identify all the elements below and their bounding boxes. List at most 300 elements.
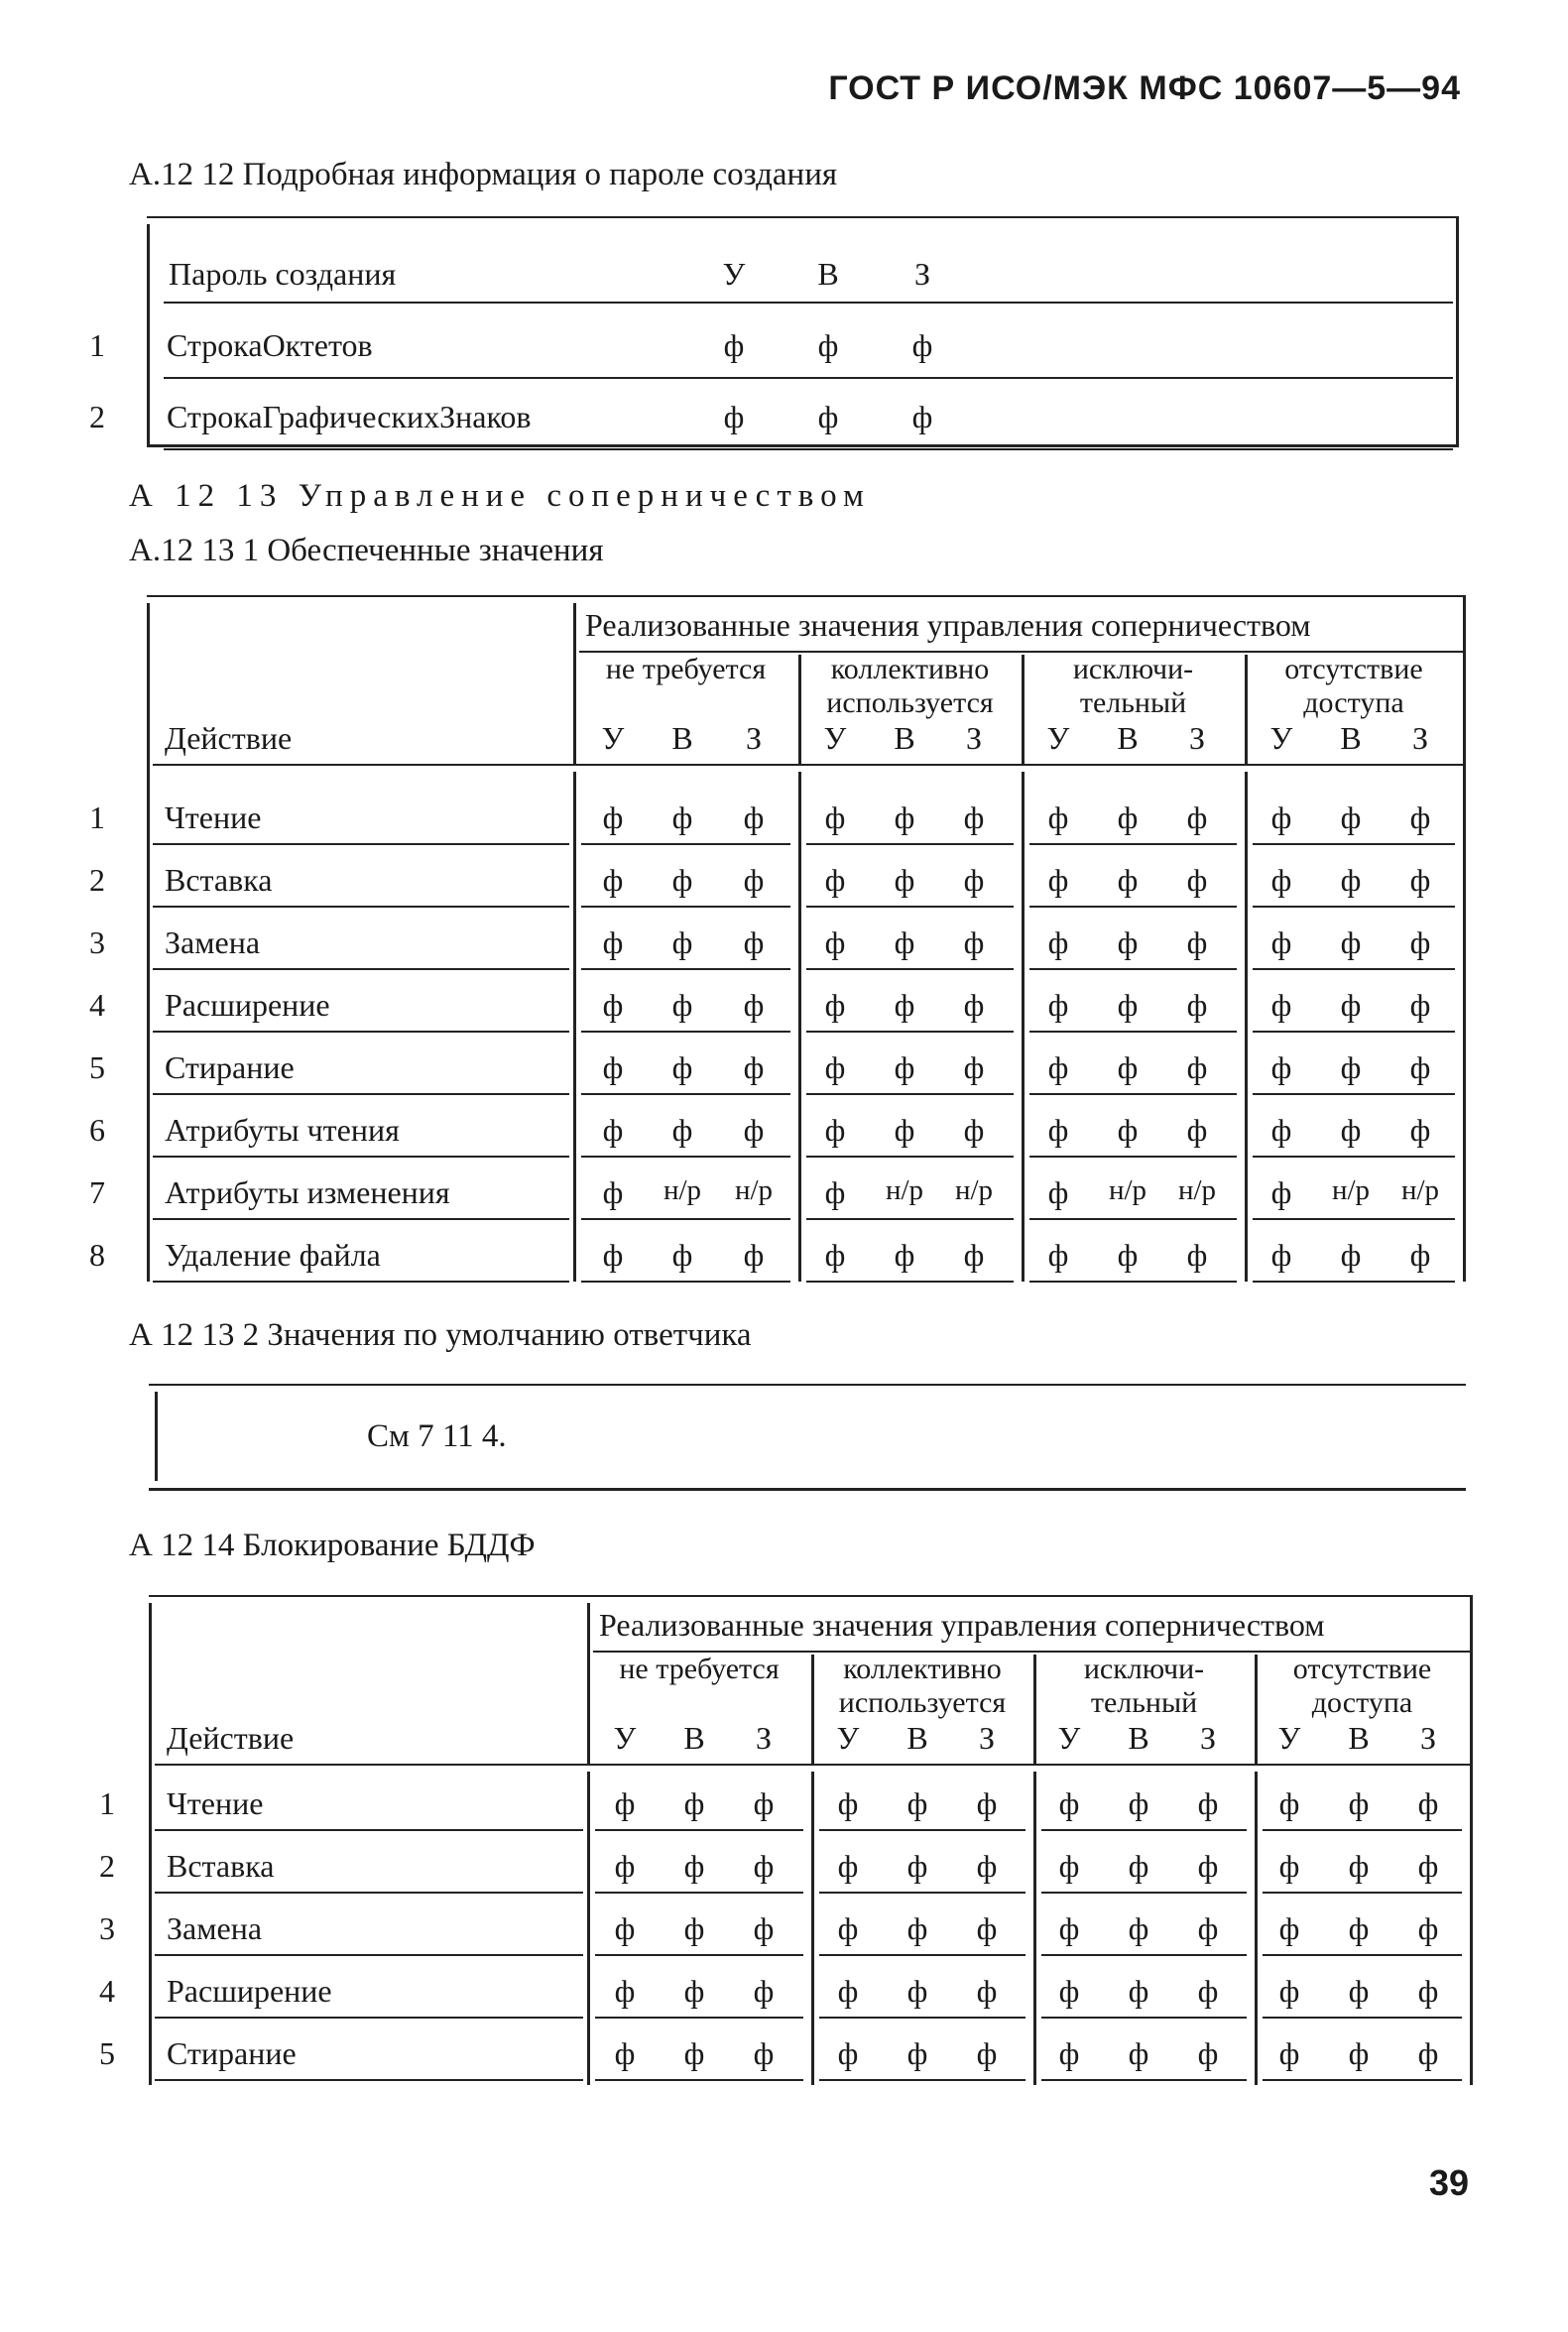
value-cell: ф (614, 1973, 636, 2009)
row-rule (164, 377, 1453, 379)
caption-a12-13-1: А.12 13 1 Обеспеченные значения (129, 533, 604, 568)
value-cell: ф (1270, 1049, 1292, 1085)
row-rule (1253, 1281, 1455, 1283)
value-cell: ф (1340, 987, 1362, 1023)
value-cell: ф (1270, 1174, 1292, 1210)
row-rule (1253, 1218, 1455, 1220)
subgroup-header-line1: исключи- (1072, 653, 1194, 685)
subgroup-header-line1: исключи- (1083, 1653, 1205, 1685)
row-label: Удаление файла (165, 1237, 381, 1273)
value-cell: ф (671, 1049, 693, 1085)
value-cell: ф (963, 862, 985, 898)
value-cell: ф (894, 924, 915, 960)
value-cell: ф (1128, 1910, 1149, 1946)
value-cell: ф (1197, 1785, 1219, 1821)
subcol-header: В (1117, 720, 1139, 756)
value-cell: ф (1047, 1112, 1069, 1148)
value-cell: н/р (1331, 1174, 1371, 1206)
subgroup-header-line1: не требуется (605, 653, 767, 685)
row-rule (581, 1281, 790, 1283)
subcol-header: З (1419, 1720, 1437, 1756)
value-cell: ф (753, 1785, 775, 1821)
row-rule (819, 2079, 1025, 2081)
value-cell: ф (602, 1112, 624, 1148)
value-cell: ф (602, 1237, 624, 1273)
value-cell: ф (1417, 2035, 1439, 2071)
value-cell: ф (963, 987, 985, 1023)
row-rule (1263, 1892, 1462, 1894)
value-cell: ф (1128, 1848, 1149, 1884)
value-cell: ф (1409, 1049, 1431, 1085)
value-cell: ф (1058, 1848, 1080, 1884)
subcol-header: З (745, 720, 763, 756)
value-cell: ф (1409, 987, 1431, 1023)
value-cell: ф (602, 924, 624, 960)
subcol-header: У (601, 720, 625, 756)
value-cell: ф (1417, 1910, 1439, 1946)
value-cell: ф (1047, 1049, 1069, 1085)
subgroup-header-line1: коллективно (843, 1653, 1002, 1685)
header-rule (153, 764, 1463, 766)
row-rule (806, 1281, 1014, 1283)
value-cell: ф (602, 862, 624, 898)
value-cell: ф (963, 1049, 985, 1085)
value-cell: ф (1417, 1848, 1439, 1884)
subgroup-divider-body (1033, 1772, 1036, 2085)
value-cell: ф (753, 2035, 775, 2071)
row-number: 1 (89, 799, 105, 835)
col-header: У (722, 256, 746, 292)
value-cell: ф (824, 1237, 846, 1273)
value-cell: ф (1348, 1910, 1370, 1946)
value-cell: ф (671, 862, 693, 898)
row-rule (1041, 1954, 1247, 1956)
value-cell: н/р (663, 1174, 702, 1206)
value-cell: ф (911, 327, 933, 363)
row-number: 2 (89, 399, 105, 434)
row-rule (1253, 843, 1455, 845)
row-rule (1029, 843, 1237, 845)
value-cell: ф (963, 799, 985, 835)
row-rule (1029, 906, 1237, 908)
value-cell: ф (1278, 1785, 1300, 1821)
value-cell: ф (743, 799, 765, 835)
value-cell: ф (976, 1785, 998, 1821)
subcol-header: В (671, 720, 693, 756)
row-label: Расширение (167, 1973, 332, 2009)
value-cell: ф (894, 987, 915, 1023)
row-number: 3 (89, 924, 105, 960)
caption-a12-14: А 12 14 Блокирование БДДФ (129, 1528, 536, 1563)
row-rule (1041, 1829, 1247, 1831)
value-cell: ф (1409, 799, 1431, 835)
value-cell: ф (963, 1112, 985, 1148)
value-cell: ф (817, 399, 839, 434)
subgroup-divider-body (1245, 772, 1248, 1282)
value-cell: ф (1047, 1174, 1069, 1210)
value-cell: ф (614, 1785, 636, 1821)
value-cell: ф (1409, 1112, 1431, 1148)
value-cell: ф (671, 987, 693, 1023)
value-cell: ф (683, 1973, 705, 2009)
row-rule (1253, 906, 1455, 908)
group-header: Реализованные значения управления соперничеством (585, 607, 1311, 643)
value-cell: ф (894, 1112, 915, 1148)
value-cell: ф (824, 924, 846, 960)
row-rule (1263, 1954, 1462, 1956)
row-rule (153, 1218, 569, 1220)
subgroup-divider-body (798, 772, 801, 1282)
subcol-header: З (1199, 1720, 1217, 1756)
subcol-header: З (965, 720, 983, 756)
value-cell: ф (1117, 987, 1139, 1023)
value-cell: ф (1117, 1112, 1139, 1148)
header-rule (155, 1764, 1470, 1766)
value-cell: ф (1047, 799, 1069, 835)
value-cell: ф (1117, 1237, 1139, 1273)
row-rule (1029, 1281, 1237, 1283)
row-rule (595, 2079, 803, 2081)
row-rule (581, 843, 790, 845)
row-number: 8 (89, 1237, 105, 1273)
row-rule (1263, 1829, 1462, 1831)
value-cell: ф (602, 1049, 624, 1085)
value-cell: ф (1047, 862, 1069, 898)
value-cell: н/р (1177, 1174, 1217, 1206)
subcol-header: З (1411, 720, 1429, 756)
value-cell: ф (894, 1237, 915, 1273)
row-rule (595, 1892, 803, 1894)
value-cell: ф (1058, 2035, 1080, 2071)
value-cell: ф (837, 1785, 859, 1821)
value-cell: ф (1058, 1910, 1080, 1946)
row-label: Чтение (165, 799, 262, 835)
row-label: Атрибуты изменения (165, 1174, 450, 1210)
row-rule (806, 843, 1014, 845)
row-rule (1253, 1031, 1455, 1033)
page-number: 39 (1428, 2162, 1469, 2203)
action-header: Действие (167, 1720, 295, 1756)
value-cell: ф (894, 862, 915, 898)
row-rule (1253, 968, 1455, 970)
value-cell: ф (602, 987, 624, 1023)
subcol-header: В (906, 1720, 928, 1756)
row-rule (1029, 1031, 1237, 1033)
value-cell: ф (1278, 1973, 1300, 2009)
value-cell: ф (743, 987, 765, 1023)
value-cell: ф (824, 1112, 846, 1148)
row-rule (1263, 2017, 1462, 2019)
row-rule (581, 1218, 790, 1220)
value-cell: ф (1047, 1237, 1069, 1273)
value-cell: ф (1340, 862, 1362, 898)
value-cell: ф (723, 327, 745, 363)
value-cell: н/р (1400, 1174, 1440, 1206)
value-cell: ф (1417, 1785, 1439, 1821)
row-rule (819, 2017, 1025, 2019)
value-cell: ф (976, 1910, 998, 1946)
value-cell: н/р (885, 1174, 924, 1206)
subgroup-header-line2: используется (838, 1686, 1007, 1719)
group-header: Реализованные значения управления соперничеством (599, 1607, 1325, 1643)
value-cell: ф (1186, 862, 1208, 898)
value-cell: ф (743, 1237, 765, 1273)
value-cell: ф (837, 2035, 859, 2071)
col-header: В (817, 256, 839, 292)
value-cell: ф (1340, 1049, 1362, 1085)
row-rule (1029, 968, 1237, 970)
row-number: 6 (89, 1112, 105, 1148)
subgroup-divider-body (811, 1772, 814, 2085)
value-cell: ф (1186, 924, 1208, 960)
caption-a12-13: А 12 13 Управление соперничеством (129, 478, 871, 514)
value-cell: ф (963, 1237, 985, 1273)
row-rule (153, 1093, 569, 1095)
value-cell: ф (1117, 1049, 1139, 1085)
value-cell: ф (614, 1848, 636, 1884)
value-cell: ф (824, 862, 846, 898)
value-cell: н/р (734, 1174, 774, 1206)
header-rule (164, 302, 1453, 304)
value-cell: ф (1340, 924, 1362, 960)
row-label: Замена (165, 924, 261, 960)
value-cell: ф (1186, 1237, 1208, 1273)
value-cell: ф (1348, 1848, 1370, 1884)
action-header: Действие (165, 720, 293, 756)
value-cell: ф (824, 1174, 846, 1210)
row-label: СтрокаГрафическихЗнаков (167, 399, 532, 434)
row-rule (581, 1156, 790, 1158)
subcol-header: В (1348, 1720, 1370, 1756)
value-cell: ф (671, 1112, 693, 1148)
value-cell: ф (1186, 987, 1208, 1023)
subcol-header: У (1046, 720, 1070, 756)
row-rule (806, 906, 1014, 908)
subcol-header: В (1128, 1720, 1149, 1756)
value-cell: ф (1270, 799, 1292, 835)
subcol-header: У (823, 720, 847, 756)
document-header: ГОСТ Р ИСО/МЭК МФС 10607—5—94 (828, 69, 1461, 107)
table-top-rule (147, 595, 1463, 597)
value-cell: ф (906, 2035, 928, 2071)
value-cell: ф (976, 1973, 998, 2009)
value-cell: ф (1128, 2035, 1149, 2071)
row-rule (155, 1829, 583, 1831)
value-cell: ф (1186, 799, 1208, 835)
value-cell: ф (614, 1910, 636, 1946)
value-cell: ф (1340, 1112, 1362, 1148)
value-cell: ф (671, 924, 693, 960)
table-left-rule (147, 603, 150, 1282)
value-cell: ф (1270, 987, 1292, 1023)
value-cell: ф (1270, 1112, 1292, 1148)
value-cell: ф (1278, 1848, 1300, 1884)
row-label: Вставка (165, 862, 273, 898)
value-cell: ф (1197, 1973, 1219, 2009)
row-rule (1029, 1156, 1237, 1158)
value-cell: ф (743, 1049, 765, 1085)
value-cell: ф (743, 924, 765, 960)
table-bottom-rule (147, 444, 1459, 447)
value-cell: ф (1409, 924, 1431, 960)
value-cell: ф (602, 799, 624, 835)
row-rule (581, 906, 790, 908)
col-header-label: Пароль создания (169, 256, 397, 292)
value-cell: ф (1417, 1973, 1439, 2009)
value-cell: ф (683, 1910, 705, 1946)
value-cell: ф (1186, 1049, 1208, 1085)
row-rule (1263, 2079, 1462, 2081)
value-cell: ф (602, 1174, 624, 1210)
row-rule (595, 1829, 803, 1831)
action-divider-body (573, 772, 576, 1282)
row-number: 5 (89, 1049, 105, 1085)
subcol-header: У (613, 1720, 637, 1756)
caption-a12-12: А.12 12 Подробная информация о пароле создания (129, 157, 838, 192)
value-cell: ф (894, 799, 915, 835)
row-number: 2 (89, 862, 105, 898)
subcol-header: В (894, 720, 915, 756)
value-cell: н/р (1108, 1174, 1147, 1206)
table-left-rule (149, 1603, 152, 2085)
row-rule (581, 968, 790, 970)
row-label: Стирание (167, 2035, 297, 2071)
table-right-rule (1463, 595, 1466, 1282)
row-rule (1253, 1156, 1455, 1158)
value-cell: ф (1278, 1910, 1300, 1946)
col-header: З (913, 256, 931, 292)
value-cell: ф (1186, 1112, 1208, 1148)
value-cell: ф (753, 1848, 775, 1884)
row-rule (153, 843, 569, 845)
value-cell: ф (976, 2035, 998, 2071)
value-cell: ф (824, 1049, 846, 1085)
value-cell: ф (614, 2035, 636, 2071)
value-cell: н/р (954, 1174, 994, 1206)
value-cell: ф (1278, 2035, 1300, 2071)
value-cell: ф (753, 1910, 775, 1946)
value-cell: ф (1047, 987, 1069, 1023)
row-number: 2 (99, 1848, 115, 1884)
value-cell: ф (817, 327, 839, 363)
value-cell: ф (911, 399, 933, 434)
table-top-rule (149, 1595, 1470, 1597)
value-cell: ф (1197, 1848, 1219, 1884)
value-cell: ф (1197, 1910, 1219, 1946)
box-text: См 7 11 4. (367, 1418, 507, 1454)
value-cell: ф (743, 862, 765, 898)
value-cell: ф (837, 1848, 859, 1884)
value-cell: ф (1409, 1237, 1431, 1273)
value-cell: ф (1117, 862, 1139, 898)
value-cell: ф (1128, 1973, 1149, 2009)
value-cell: ф (1270, 862, 1292, 898)
subcol-header: В (683, 1720, 705, 1756)
row-number: 7 (89, 1174, 105, 1210)
row-rule (153, 906, 569, 908)
value-cell: ф (683, 1848, 705, 1884)
caption-a12-13-2: А 12 13 2 Значения по умолчанию ответчика (129, 1317, 752, 1353)
subcol-header: З (1188, 720, 1206, 756)
value-cell: ф (683, 2035, 705, 2071)
value-cell: ф (1117, 924, 1139, 960)
row-rule (1253, 1093, 1455, 1095)
value-cell: ф (723, 399, 745, 434)
row-rule (155, 2017, 583, 2019)
row-number: 4 (99, 1973, 115, 2009)
row-rule (581, 1093, 790, 1095)
table-right-rule (1470, 1595, 1473, 2085)
table-top-rule (147, 216, 1456, 218)
value-cell: ф (1058, 1785, 1080, 1821)
subgroup-header-line2: используется (826, 686, 994, 719)
row-label: Замена (167, 1910, 263, 1946)
table-left-rule (147, 224, 150, 444)
row-number: 1 (99, 1785, 115, 1821)
value-cell: ф (1348, 1785, 1370, 1821)
value-cell: ф (824, 799, 846, 835)
subcol-header: З (978, 1720, 996, 1756)
value-cell: ф (1058, 1973, 1080, 2009)
table-right-rule (1456, 216, 1459, 446)
value-cell: ф (753, 1973, 775, 2009)
value-cell: ф (906, 1973, 928, 2009)
value-cell: ф (1197, 2035, 1219, 2071)
row-rule (153, 1031, 569, 1033)
subcol-header: В (1340, 720, 1362, 756)
value-cell: ф (963, 924, 985, 960)
value-cell: ф (1340, 1237, 1362, 1273)
row-number: 1 (89, 327, 105, 363)
row-rule (1041, 2079, 1247, 2081)
row-rule (806, 1156, 1014, 1158)
row-rule (595, 2017, 803, 2019)
subcol-header: З (755, 1720, 773, 1756)
row-label: Расширение (165, 987, 330, 1023)
row-label: Стирание (165, 1049, 295, 1085)
row-rule (153, 1281, 569, 1283)
value-cell: ф (1348, 1973, 1370, 2009)
value-cell: ф (837, 1973, 859, 2009)
row-number: 4 (89, 987, 105, 1023)
row-rule (819, 1954, 1025, 1956)
row-label: Атрибуты чтения (165, 1112, 400, 1148)
row-number: 5 (99, 2035, 115, 2071)
row-rule (1041, 1892, 1247, 1894)
row-rule (819, 1829, 1025, 1831)
row-rule (153, 1156, 569, 1158)
row-rule (581, 1031, 790, 1033)
row-rule (806, 1093, 1014, 1095)
row-rule (806, 968, 1014, 970)
subgroup-header-line1: отсутствие (1292, 1653, 1432, 1685)
row-rule (806, 1031, 1014, 1033)
subcol-header: У (836, 1720, 860, 1756)
value-cell: ф (1047, 924, 1069, 960)
row-rule (155, 2079, 583, 2081)
value-cell: ф (1348, 2035, 1370, 2071)
subgroup-header-line2: доступа (1303, 686, 1404, 719)
subgroup-header-line2: доступа (1311, 1686, 1413, 1719)
value-cell: ф (743, 1112, 765, 1148)
value-cell: ф (1270, 1237, 1292, 1273)
value-cell: ф (894, 1049, 915, 1085)
subgroup-header-line1: не требуется (619, 1653, 780, 1685)
row-label: СтрокаОктетов (167, 327, 373, 363)
subgroup-header-line1: коллективно (830, 653, 990, 685)
value-cell: ф (976, 1848, 998, 1884)
value-cell: ф (906, 1910, 928, 1946)
